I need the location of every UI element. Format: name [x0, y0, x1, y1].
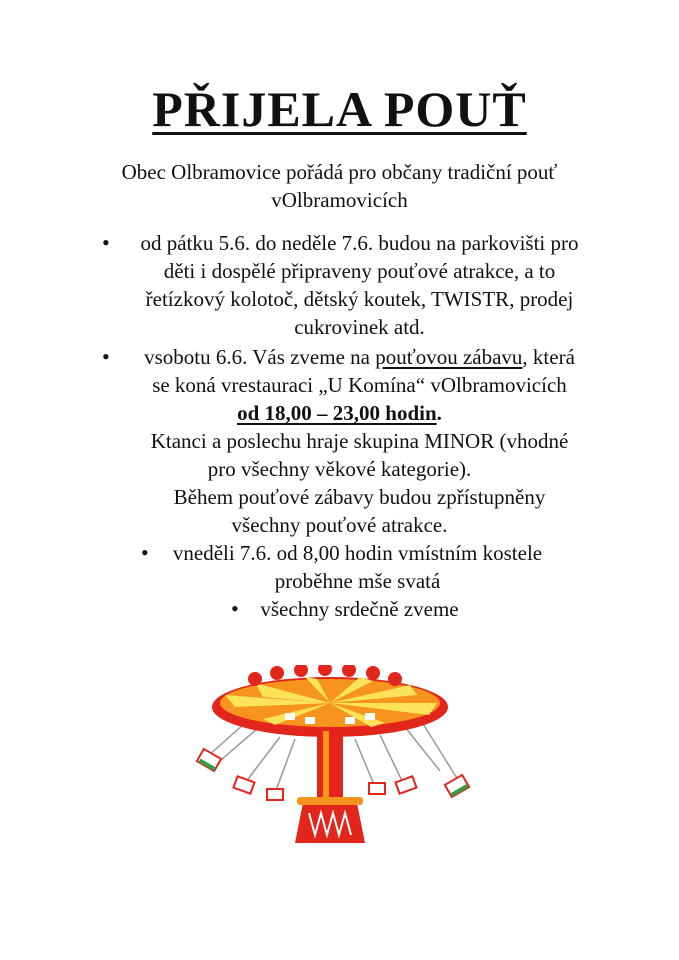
- item2-line-7: všechny pouťové atrakce.: [231, 513, 448, 537]
- chair-swing-carousel-icon: [185, 665, 485, 855]
- item2-line-6: Během pouťové zábavy budou zpřístupněny: [173, 485, 546, 509]
- bullet-3: •: [141, 540, 149, 565]
- bullet-1: •: [102, 230, 110, 255]
- item2-time-line: od 18,00 – 23,00 hodin.: [237, 401, 442, 425]
- item3-line-2: proběhne mše svatá: [274, 569, 441, 593]
- intro-line-2: vOlbramovicích: [271, 188, 408, 212]
- item3-line-1: vneděli 7.6. od 8,00 hodin vmístním kostele: [172, 541, 543, 565]
- party-link: pouťovou zábavu: [375, 345, 523, 369]
- bullet-4: •: [231, 596, 239, 621]
- page-title: PŘIJELA POUŤ: [152, 81, 527, 137]
- item2-line-5: pro všechny věkové kategorie).: [207, 457, 472, 481]
- item1-line-4: cukrovinek atd.: [294, 315, 425, 339]
- item1-line-2: děti i dospělé připraveny pouťové atrakce, a to: [163, 259, 556, 283]
- item2-line-1: vsobotu 6.6. Vás zveme na pouťovou zábavu, která: [144, 345, 575, 369]
- item4-line-1: všechny srdečně zveme: [260, 597, 459, 621]
- bullet-2: •: [102, 344, 110, 369]
- item1-line-1: od pátku 5.6. do neděle 7.6. budou na parkovišti pro: [140, 231, 579, 255]
- intro-line-1: Obec Olbramovice pořádá pro občany tradiční pouť: [121, 160, 558, 184]
- item2-line-2: se koná vrestauraci „U Komína“ vOlbramovicích: [152, 373, 567, 397]
- item2-line-4: Ktanci a poslechu hraje skupina MINOR (vhodné: [150, 429, 569, 453]
- event-time: od 18,00 – 23,00 hodin: [237, 401, 437, 425]
- item1-line-3: řetízkový kolotoč, dětský koutek, TWISTR, prodej: [145, 287, 574, 311]
